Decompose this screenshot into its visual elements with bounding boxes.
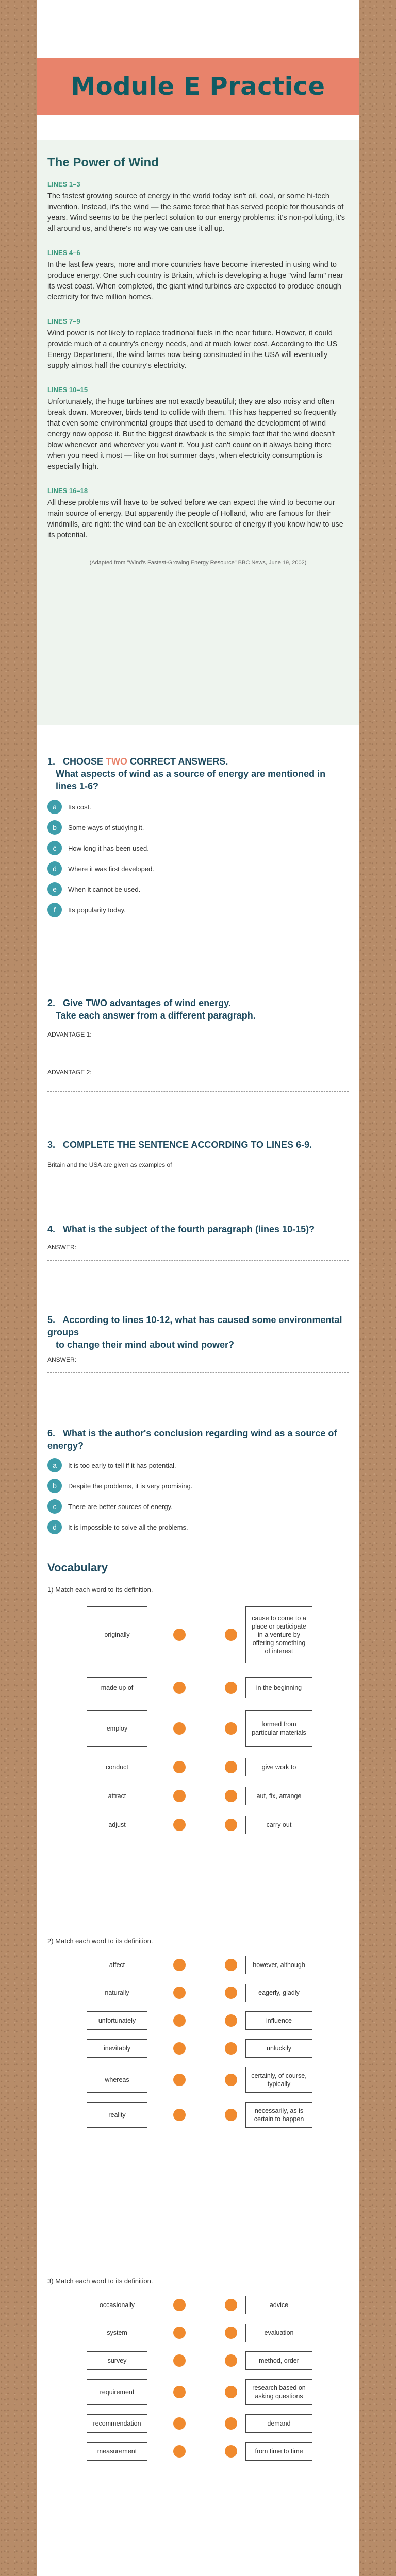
answer-label: ANSWER: <box>47 1244 77 1251</box>
term-connector-dot[interactable] <box>173 2417 186 2430</box>
matching-instructions: 3) Match each word to its definition. <box>47 2277 153 2285</box>
definition-box[interactable]: give work to <box>245 1758 312 1776</box>
question-1-title <box>47 755 349 768</box>
option-b[interactable] <box>47 820 349 835</box>
term-connector-dot[interactable] <box>173 2327 186 2339</box>
option-text: Its cost. <box>68 803 91 811</box>
term-connector-dot[interactable] <box>173 1987 186 1999</box>
definition-connector-dot[interactable] <box>225 2109 237 2121</box>
definition-box[interactable]: carry out <box>245 1816 312 1834</box>
passage-section <box>47 317 349 371</box>
definition-box[interactable]: evaluation <box>245 2324 312 2342</box>
vocabulary-heading: Vocabulary <box>47 1561 108 1574</box>
term-box[interactable]: adjust <box>87 1816 147 1834</box>
definition-connector-dot[interactable] <box>225 2386 237 2398</box>
matching-exercise <box>47 1937 349 2123</box>
term-box[interactable]: made up of <box>87 1677 147 1698</box>
option-letter[interactable]: c <box>47 1499 62 1514</box>
definition-connector-dot[interactable] <box>225 2042 237 2055</box>
lines-label: LINES 4–6 <box>47 249 80 257</box>
definition-connector-dot[interactable] <box>225 2417 237 2430</box>
option-letter[interactable]: d <box>47 1520 62 1534</box>
question-1 <box>47 755 349 917</box>
paragraph: Wind power is not likely to replace traditional fuels in the near future. However, it could provide much of a country's energy needs, and at much lower cost. According to the US Energy Department, the wind farms now being constructed in the USA will eventually supply almost half the country's electricity. <box>47 329 338 370</box>
definition-connector-dot[interactable] <box>225 1819 237 1831</box>
question-3 <box>47 1139 349 1180</box>
term-connector-dot[interactable] <box>173 2042 186 2055</box>
term-box[interactable]: naturally <box>87 1984 147 2002</box>
term-box[interactable]: employ <box>87 1710 147 1747</box>
definition-box[interactable]: aut, fix, arrange <box>245 1787 312 1805</box>
option-f[interactable] <box>47 903 349 917</box>
option-c[interactable] <box>47 1499 349 1514</box>
advantage-1-label: ADVANTAGE 1: <box>47 1031 92 1038</box>
question-2 <box>47 997 349 1092</box>
definition-box[interactable]: influence <box>245 2011 312 2030</box>
lines-label: LINES 10–15 <box>47 386 88 394</box>
options-list <box>47 1458 349 1534</box>
term-connector-dot[interactable] <box>173 1722 186 1735</box>
question-2-subtext: Take each answer from a different paragraph. <box>56 1010 256 1021</box>
lines-label: LINES 16–18 <box>47 487 88 495</box>
option-text: It is impossible to solve all the problems. <box>68 1523 188 1531</box>
reading-passage <box>37 140 359 725</box>
term-box[interactable]: unfortunately <box>87 2011 147 2030</box>
passage-section <box>47 487 349 541</box>
options-list <box>47 800 349 917</box>
definition-connector-dot[interactable] <box>225 2299 237 2311</box>
answer-line[interactable] <box>47 1260 349 1261</box>
term-box[interactable]: recommendation <box>87 2414 147 2433</box>
option-letter[interactable]: e <box>47 882 62 896</box>
term-box[interactable]: requirement <box>87 2379 147 2405</box>
term-box[interactable]: system <box>87 2324 147 2342</box>
definition-box[interactable]: from time to time <box>245 2442 312 2461</box>
term-connector-dot[interactable] <box>173 2014 186 2027</box>
definition-connector-dot[interactable] <box>225 2354 237 2367</box>
definition-connector-dot[interactable] <box>225 2445 237 2458</box>
question-1-text: What aspects of wind as a source of energy are mentioned in lines 1-6? <box>56 769 326 791</box>
definition-connector-dot[interactable] <box>225 1682 237 1694</box>
question-4 <box>47 1223 349 1261</box>
term-box[interactable]: survey <box>87 2351 147 2370</box>
definition-connector-dot[interactable] <box>225 1761 237 1773</box>
term-box[interactable]: measurement <box>87 2442 147 2461</box>
term-connector-dot[interactable] <box>173 2109 186 2121</box>
option-b[interactable] <box>47 1479 349 1493</box>
term-box[interactable]: whereas <box>87 2067 147 2093</box>
question-number: 5. <box>47 1315 56 1325</box>
option-text: Some ways of studying it. <box>68 823 144 832</box>
passage-title: The Power of Wind <box>47 156 159 170</box>
option-letter[interactable]: c <box>47 841 62 855</box>
term-connector-dot[interactable] <box>173 1790 186 1802</box>
question-6 <box>47 1427 349 1534</box>
option-d[interactable] <box>47 861 349 876</box>
option-text: Where it was first developed. <box>68 865 154 873</box>
definition-connector-dot[interactable] <box>225 1629 237 1641</box>
definition-connector-dot[interactable] <box>225 1959 237 1971</box>
question-5 <box>47 1314 349 1373</box>
definition-box[interactable]: eagerly, gladly <box>245 1984 312 2002</box>
question-number: 6. <box>47 1428 56 1438</box>
question-text: What is the subject of the fourth paragraph (lines 10-15)? <box>63 1224 315 1234</box>
advantage-2-label: ADVANTAGE 2: <box>47 1069 92 1076</box>
definition-box[interactable]: formed from particular materials <box>245 1710 312 1747</box>
question-text: COMPLETE THE SENTENCE ACCORDING TO LINES 6-9. <box>63 1140 312 1150</box>
matching-exercise <box>47 1586 349 1828</box>
option-c[interactable] <box>47 841 349 855</box>
definition-box[interactable]: demand <box>245 2414 312 2433</box>
option-text: There are better sources of energy. <box>68 1502 173 1511</box>
question-number: 2. <box>47 998 56 1008</box>
term-connector-dot[interactable] <box>173 1761 186 1773</box>
sentence-stem: Britain and the USA are given as examples of <box>47 1161 172 1168</box>
question-2-title <box>47 997 349 1009</box>
question-5-title <box>47 1314 349 1338</box>
passage-section <box>47 180 349 234</box>
option-text: How long it has been used. <box>68 844 149 852</box>
term-connector-dot[interactable] <box>173 2354 186 2367</box>
lines-label: LINES 1–3 <box>47 180 80 188</box>
question-4-title <box>47 1223 349 1235</box>
answer-label: ANSWER: <box>47 1356 77 1363</box>
question-text: What is the author's conclusion regarding wind as a source of energy? <box>47 1428 337 1451</box>
option-d[interactable] <box>47 1520 349 1534</box>
page-title: Module E Practice <box>37 58 359 115</box>
question-text: According to lines 10-12, what has caused some environmental groups <box>47 1315 342 1337</box>
question-number: 1. <box>47 756 56 767</box>
option-letter[interactable]: a <box>47 800 62 814</box>
option-letter[interactable]: b <box>47 820 62 835</box>
question-prefix: CHOOSE <box>63 756 106 767</box>
paragraph: All these problems will have to be solved before we can expect the wind to become our main source of energy. But apparently the people of Holland, who are famous for their windmills, are right: the wind can be an excellent source of energy if you know how to use its potential. <box>47 499 343 539</box>
definition-connector-dot[interactable] <box>225 2074 237 2086</box>
definition-box[interactable]: research based on asking questions <box>245 2379 312 2405</box>
definition-connector-dot[interactable] <box>225 1790 237 1802</box>
question-highlight: TWO <box>106 756 128 767</box>
option-a[interactable] <box>47 800 349 814</box>
term-box[interactable]: occasionally <box>87 2296 147 2314</box>
worksheet <box>37 0 359 2576</box>
answer-line-2[interactable] <box>47 1091 349 1092</box>
question-suffix: CORRECT ANSWERS. <box>127 756 228 767</box>
question-5-subtext: to change their mind about wind power? <box>56 1340 234 1350</box>
option-a[interactable] <box>47 1458 349 1472</box>
option-e[interactable] <box>47 882 349 896</box>
question-6-title <box>47 1427 349 1452</box>
option-text: It is too early to tell if it has potential. <box>68 1461 176 1469</box>
matching-exercise <box>47 2277 349 2455</box>
definition-connector-dot[interactable] <box>225 1722 237 1735</box>
definition-box[interactable]: certainly, of course, typically <box>245 2067 312 2093</box>
term-connector-dot[interactable] <box>173 2299 186 2311</box>
question-number: 4. <box>47 1224 56 1234</box>
definition-connector-dot[interactable] <box>225 2014 237 2027</box>
term-connector-dot[interactable] <box>173 1959 186 1971</box>
passage-section <box>47 386 349 472</box>
term-box[interactable]: reality <box>87 2102 147 2128</box>
term-connector-dot[interactable] <box>173 2386 186 2398</box>
definition-box[interactable]: cause to come to a place or participate in a venture by offering something of interest <box>245 1606 312 1663</box>
definition-box[interactable]: unluckily <box>245 2039 312 2058</box>
definition-box[interactable]: advice <box>245 2296 312 2314</box>
passage-section <box>47 249 349 303</box>
paragraph: The fastest growing source of energy in the world today isn't oil, coal, or some hi-tech invention. Instead, it's the wind — the same force that has served people for thousands of years. Wind seems to be the perfect solution to our energy problems: it's non-polluting, it's all around us, and there's no way we can use it all up. <box>47 192 345 233</box>
option-letter[interactable]: f <box>47 903 62 917</box>
definition-box[interactable]: necessarily, as is certain to happen <box>245 2102 312 2128</box>
term-box[interactable]: attract <box>87 1787 147 1805</box>
term-box[interactable]: originally <box>87 1606 147 1663</box>
question-number: 3. <box>47 1140 56 1150</box>
question-3-title <box>47 1139 349 1151</box>
option-text: Despite the problems, it is very promising. <box>68 1482 193 1490</box>
term-connector-dot[interactable] <box>173 2074 186 2086</box>
option-letter[interactable]: a <box>47 1458 62 1472</box>
definition-connector-dot[interactable] <box>225 1987 237 1999</box>
term-connector-dot[interactable] <box>173 1819 186 1831</box>
matching-instructions: 1) Match each word to its definition. <box>47 1586 153 1594</box>
term-connector-dot[interactable] <box>173 1682 186 1694</box>
term-box[interactable]: inevitably <box>87 2039 147 2058</box>
passage-source: (Adapted from "Wind's Fastest-Growing Energy Resource" BBC News, June 19, 2002) <box>89 560 307 566</box>
answer-line[interactable] <box>47 1372 349 1373</box>
option-text: Its popularity today. <box>68 906 126 914</box>
definition-box[interactable]: however, although <box>245 1956 312 1974</box>
option-letter[interactable]: b <box>47 1479 62 1493</box>
definition-box[interactable]: method, order <box>245 2351 312 2370</box>
option-text: When it cannot be used. <box>68 885 141 893</box>
definition-connector-dot[interactable] <box>225 2327 237 2339</box>
term-box[interactable]: conduct <box>87 1758 147 1776</box>
lines-label: LINES 7–9 <box>47 317 80 325</box>
definition-box[interactable]: in the beginning <box>245 1677 312 1698</box>
matching-instructions: 2) Match each word to its definition. <box>47 1937 153 1945</box>
paragraph: In the last few years, more and more countries have become interested in using wind to produce energy. One such country is Britain, which is developing a huge "wind farm" near its west coast. When completed, the giant wind turbines are expected to produce enough electricity for five million homes. <box>47 261 343 301</box>
question-text: Give TWO advantages of wind energy. <box>63 998 231 1008</box>
term-connector-dot[interactable] <box>173 2445 186 2458</box>
term-connector-dot[interactable] <box>173 1629 186 1641</box>
option-letter[interactable]: d <box>47 861 62 876</box>
paragraph: Unfortunately, the huge turbines are not exactly beautiful; they are also noisy and often break down. Moreover, birds tend to collide with them. This has happened so frequently that even some environmental groups that used to demand the development of wind energy now oppose it. But the biggest drawback is the simple fact that the wind doesn't blow whenever and wherever you want it. You just can't count on it always being there when you need it most — like on hot summer days, when electricity consumption is especially high. <box>47 398 337 471</box>
term-box[interactable]: affect <box>87 1956 147 1974</box>
